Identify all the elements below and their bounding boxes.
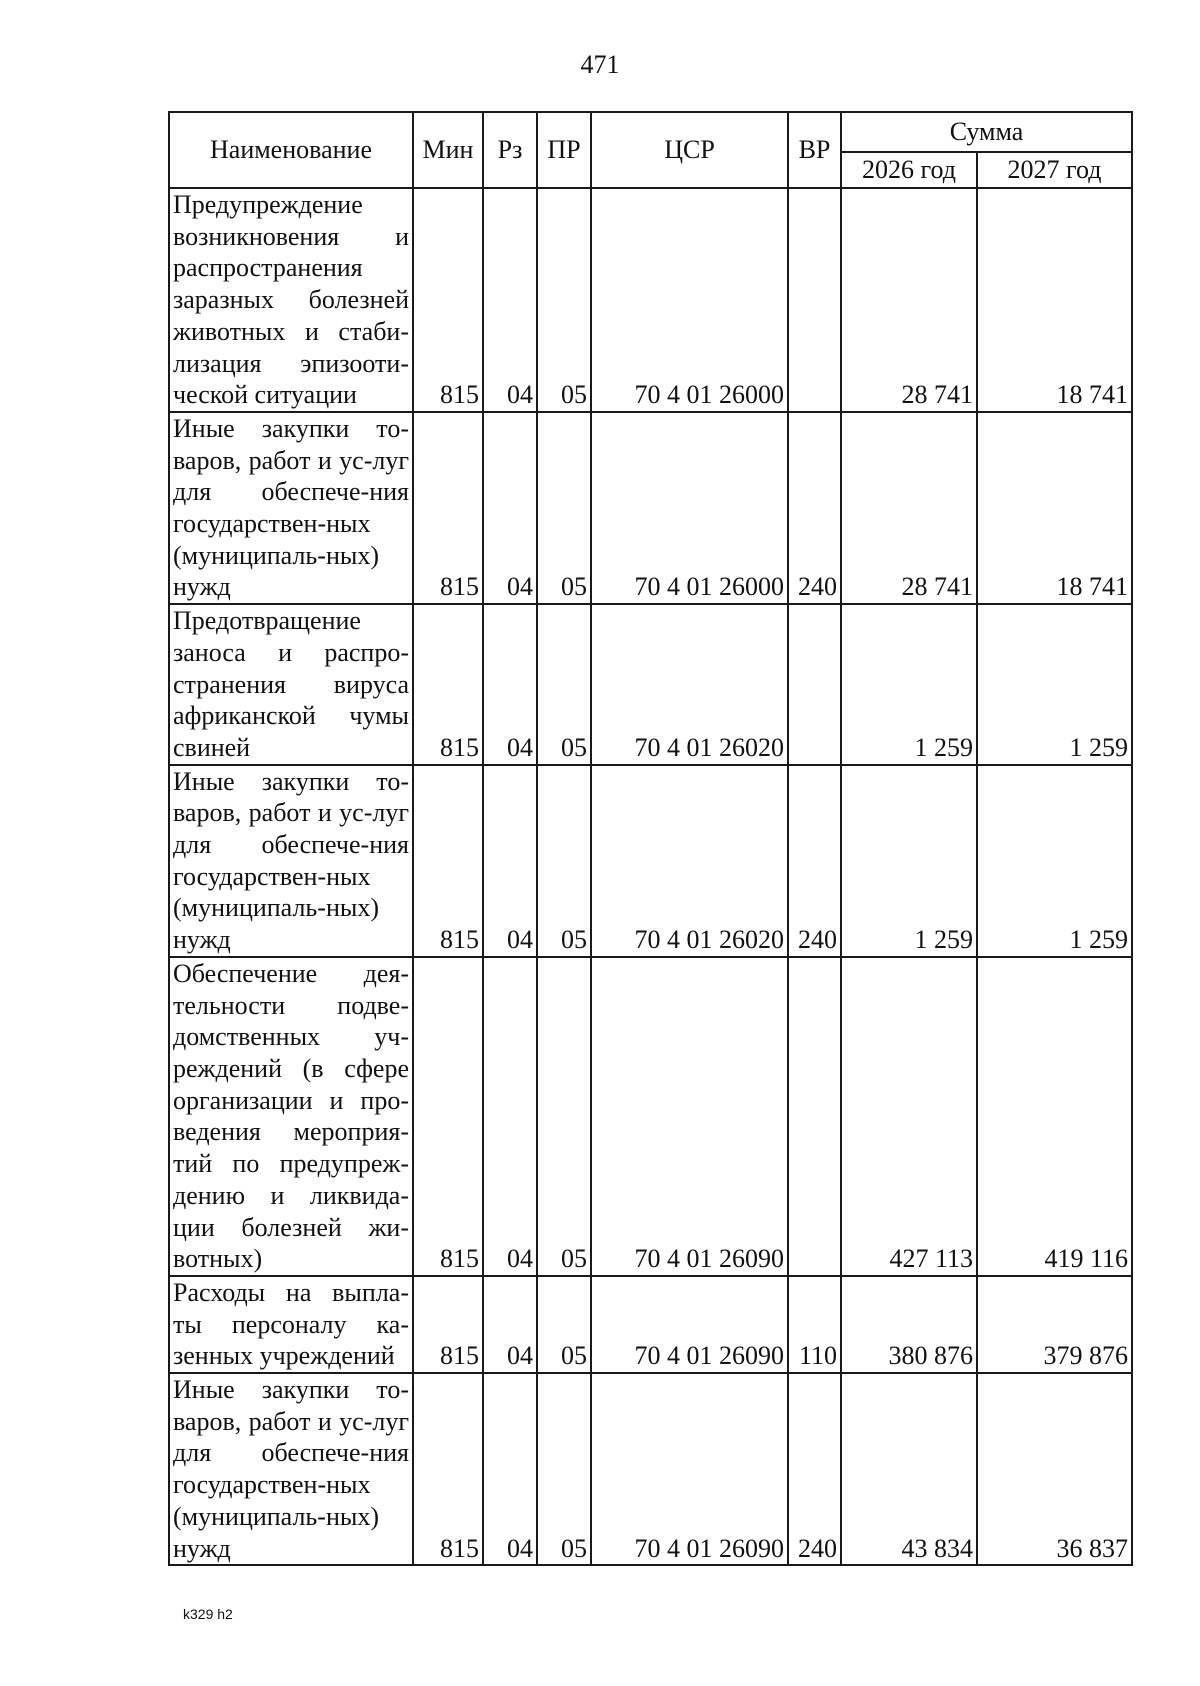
header-rz: Рз xyxy=(483,112,537,188)
row-csr: 70 4 01 26090 xyxy=(591,957,788,1276)
row-amount-2026: 1 259 xyxy=(841,765,977,957)
row-vr: 240 xyxy=(788,765,841,957)
header-min: Мин xyxy=(413,112,483,188)
row-amount-2026: 380 876 xyxy=(841,1276,977,1373)
row-vr: 240 xyxy=(788,412,841,604)
row-csr: 70 4 01 26020 xyxy=(591,765,788,957)
row-name: Иные закупки то-варов, работ и ус-луг для обеспече-ния государствен-ных (муниципаль-ных) нужд xyxy=(169,412,413,604)
row-amount-2027: 18 741 xyxy=(977,188,1132,412)
row-amount-2026: 427 113 xyxy=(841,957,977,1276)
row-rz: 04 xyxy=(483,412,537,604)
row-rz: 04 xyxy=(483,604,537,765)
header-sum: Сумма xyxy=(841,112,1132,152)
row-vr xyxy=(788,957,841,1276)
budget-table xyxy=(168,111,1133,1566)
header-csr: ЦСР xyxy=(591,112,788,188)
row-csr: 70 4 01 26020 xyxy=(591,604,788,765)
row-pr: 05 xyxy=(537,765,591,957)
row-pr: 05 xyxy=(537,1373,591,1565)
row-amount-2026: 1 259 xyxy=(841,604,977,765)
row-pr: 05 xyxy=(537,604,591,765)
footer-code: k329 h2 xyxy=(183,1606,233,1622)
header-year-2027: 2027 год xyxy=(977,152,1132,188)
row-amount-2027: 1 259 xyxy=(977,765,1132,957)
table-row xyxy=(169,1276,1132,1373)
row-min: 815 xyxy=(413,604,483,765)
row-csr: 70 4 01 26000 xyxy=(591,412,788,604)
header-year-2026: 2026 год xyxy=(841,152,977,188)
header-vr: ВР xyxy=(788,112,841,188)
header-name: Наименование xyxy=(169,112,413,188)
row-rz: 04 xyxy=(483,957,537,1276)
header-pr: ПР xyxy=(537,112,591,188)
row-rz: 04 xyxy=(483,765,537,957)
row-amount-2026: 43 834 xyxy=(841,1373,977,1565)
row-vr xyxy=(788,604,841,765)
row-vr: 240 xyxy=(788,1373,841,1565)
row-amount-2026: 28 741 xyxy=(841,412,977,604)
row-rz: 04 xyxy=(483,1276,537,1373)
row-pr: 05 xyxy=(537,1276,591,1373)
row-amount-2026: 28 741 xyxy=(841,188,977,412)
row-pr: 05 xyxy=(537,957,591,1276)
row-name: Иные закупки то-варов, работ и ус-луг для обеспече-ния государствен-ных (муниципаль-ных) нужд xyxy=(169,1373,413,1565)
row-csr: 70 4 01 26090 xyxy=(591,1373,788,1565)
row-amount-2027: 1 259 xyxy=(977,604,1132,765)
row-min: 815 xyxy=(413,188,483,412)
table-row xyxy=(169,1373,1132,1565)
table-row xyxy=(169,188,1132,412)
row-name: Предотвращение заноса и распро-странения вируса африканской чумы свиней xyxy=(169,604,413,765)
row-min: 815 xyxy=(413,412,483,604)
row-csr: 70 4 01 26090 xyxy=(591,1276,788,1373)
row-name: Расходы на выпла-ты персоналу ка-зенных учреждений xyxy=(169,1276,413,1373)
table-row xyxy=(169,604,1132,765)
row-min: 815 xyxy=(413,1276,483,1373)
row-rz: 04 xyxy=(483,188,537,412)
row-rz: 04 xyxy=(483,1373,537,1565)
row-csr: 70 4 01 26000 xyxy=(591,188,788,412)
table-row xyxy=(169,957,1132,1276)
row-name: Обеспечение дея-тельности подве-домственных уч-реждений (в сфере организации и про-ведения мероприя-тий по предупреж-дению и ликвида-ции болезней жи-вотных) xyxy=(169,957,413,1276)
row-vr xyxy=(788,188,841,412)
row-amount-2027: 379 876 xyxy=(977,1276,1132,1373)
table-row xyxy=(169,412,1132,604)
table-row xyxy=(169,765,1132,957)
page-number: 471 xyxy=(580,50,620,79)
row-pr: 05 xyxy=(537,412,591,604)
row-pr: 05 xyxy=(537,188,591,412)
row-amount-2027: 36 837 xyxy=(977,1373,1132,1565)
row-min: 815 xyxy=(413,957,483,1276)
row-amount-2027: 419 116 xyxy=(977,957,1132,1276)
row-vr: 110 xyxy=(788,1276,841,1373)
row-amount-2027: 18 741 xyxy=(977,412,1132,604)
row-name: Предупреждение возникновения и распространения заразных болезней животных и стаби-лизация эпизооти-ческой ситуации xyxy=(169,188,413,412)
row-name: Иные закупки то-варов, работ и ус-луг для обеспече-ния государствен-ных (муниципаль-ных) нужд xyxy=(169,765,413,957)
row-min: 815 xyxy=(413,765,483,957)
row-min: 815 xyxy=(413,1373,483,1565)
